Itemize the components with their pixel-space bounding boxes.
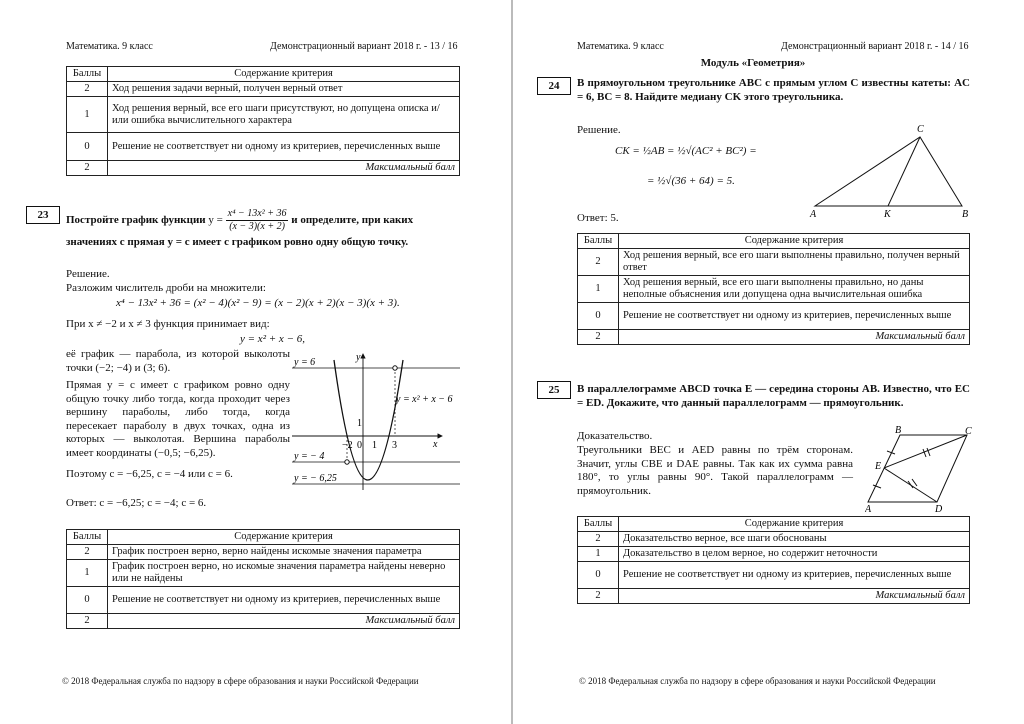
solution-formula: = ½√(36 + 64) = 5. (647, 175, 735, 187)
solution-formula: CK = ½AB = ½√(AC² + BC²) = (615, 145, 757, 157)
solution-label: Решение. (577, 124, 621, 136)
task-number-24: 24 (537, 77, 571, 95)
solution-label: Решение. (66, 268, 110, 280)
criteria-table-24 (577, 233, 970, 345)
table-row: 2 Доказательство верное, все шаги обоснованы (578, 532, 970, 547)
solution-line: Разложим числитель дроби на множители: (66, 282, 266, 294)
table-header-row: Баллы Содержание критерия (67, 67, 460, 82)
table-header-row: Баллы Содержание критерия (67, 530, 460, 545)
criteria-table-25 (577, 516, 970, 604)
label-axis-x: x (433, 439, 438, 450)
criteria-table-22 (66, 66, 460, 176)
svg-text:B: B (895, 425, 902, 436)
svg-text:E: E (875, 461, 882, 472)
label-axis-y: y (356, 352, 361, 363)
svg-text:A: A (865, 504, 872, 513)
table-row: 2 Ход решения верный, все его шаги выполнены правильно, получен верный ответ (578, 249, 970, 276)
task25-prompt: В параллелограмме ABCD точка E — середина стороны AB. Известно, что EC = ED. Докажите, что данный параллелограмм — прямоугольник. (577, 383, 970, 409)
svg-text:K: K (884, 209, 891, 220)
solution-paragraph: её график — парабола, из которой выколоты точки (−2; −4) и (3; 6). (66, 348, 290, 374)
proof-text: Треугольники BEC и AED равны по трём сторонам. Значит, углы CBE и DAE равны. Так как их сумма равна 180°, то углы равны 90°. Такой параллелограмм — прямоугольник. (577, 444, 853, 497)
answer: Ответ: 5. (577, 212, 619, 224)
table-header-row: Баллы Содержание критерия (578, 517, 970, 532)
answer: Ответ: c = −6,25; c = −4; c = 6. (66, 497, 207, 509)
table-row: 0 Решение не соответствует ни одному из критериев, перечисленных выше (578, 303, 970, 330)
tick-label: 1 (357, 418, 362, 429)
table-row: 2 Ход решения задачи верный, получен верный ответ (67, 82, 460, 97)
table-row: 0 Решение не соответствует ни одному из критериев, перечисленных выше (67, 133, 460, 161)
page-14 (513, 0, 1024, 724)
table-row: 1 Ход решения верный, все его шаги выполнены правильно, но даны неполные объяснения или допущена одна вычислительная ошибка (578, 276, 970, 303)
footer-copyright: © 2018 Федеральная служба по надзору в сфере образования и науки Российской Федерации (579, 676, 936, 686)
table-row: 1 График построен верно, но искомые значения параметра найдены неверно или не найдены (67, 560, 460, 587)
header-variant: Демонстрационный вариант 2018 г. - 13 / 16 (270, 41, 458, 52)
footer-copyright: © 2018 Федеральная служба по надзору в сфере образования и науки Российской Федерации (62, 676, 419, 686)
criteria-table-23 (66, 529, 460, 629)
tick-label: 1 (372, 440, 377, 451)
label-y-minus4: y = − 4 (294, 451, 325, 462)
triangle-abc (815, 137, 962, 206)
svg-text:C: C (917, 124, 924, 135)
table-row: 2 Максимальный балл (67, 614, 460, 629)
table-row: 0 Решение не соответствует ни одному из критериев, перечисленных выше (67, 587, 460, 614)
table-row: 2 Максимальный балл (578, 589, 970, 604)
solution-line: При x ≠ −2 и x ≠ 3 функция принимает вид: (66, 318, 270, 330)
label-curve: y = x² + x − 6 (396, 394, 453, 405)
punctured-point (393, 366, 397, 370)
module-title: Модуль «Геометрия» (700, 57, 806, 69)
table-row: 1 Ход решения верный, все его шаги присутствуют, но допущена описка и/или ошибка вычислительного характера (67, 97, 460, 133)
parallelogram-abcd (868, 435, 967, 502)
tick-label: 0 (357, 440, 362, 451)
solution-formula: x⁴ − 13x² + 36 = (x² − 4)(x² − 9) = (x − 2)(x + 2)(x − 3)(x + 3). (116, 297, 400, 309)
header-subject: Математика. 9 класс (577, 41, 664, 52)
task24-prompt: В прямоугольном треугольнике ABC с прямым углом C известны катеты: AC = 6, BC = 8. Найдите медиану CK этого треугольника. (577, 77, 970, 103)
svg-text:B: B (962, 209, 969, 220)
task23-prompt-cont: значениях c прямая y = c имеет с графиком ровно одну общую точку. (66, 236, 409, 248)
svg-text:C: C (965, 426, 972, 437)
parallelogram-figure (865, 425, 975, 513)
table-row: 2 Максимальный балл (67, 161, 460, 176)
task23-prompt: Постройте график функции y = $\frac{\text{x⁴ − 13x² + 36}}{(x - 3)(x + 2)}$ и определите, при каких (66, 208, 414, 232)
solution-paragraph: Прямая y = c имеет с графиком ровно одну общую точку либо тогда, когда проходит через вершину параболы, либо тогда, когда пересекает параболу в двух точках, одна из которых — выколотая. Вершина параболы имеет координаты (−0,5; −6,25). (66, 379, 290, 459)
solution-paragraph: Поэтому c = −6,25, c = −4 или c = 6. (66, 468, 233, 480)
page-13 (0, 0, 511, 724)
table-row: 2 Максимальный балл (578, 330, 970, 345)
triangle-figure (805, 120, 975, 220)
function-fraction: $\frac{\text{x⁴ − 13x² + 36}}{(x - 3)(x + 2)}$ (227, 208, 287, 232)
parabola-graph (292, 350, 460, 490)
table-row: 2 График построен верно, верно найдены искомые значения параметра (67, 545, 460, 560)
task-number-23: 23 (26, 206, 60, 224)
table-row: 0 Решение не соответствует ни одному из критериев, перечисленных выше (578, 562, 970, 589)
table-row: 1 Доказательство в целом верное, но содержит неточности (578, 547, 970, 562)
table-header-row: Баллы Содержание критерия (578, 234, 970, 249)
punctured-point (345, 460, 349, 464)
label-y-minus625: y = − 6,25 (294, 473, 337, 484)
label-y6: y = 6 (294, 357, 316, 368)
tick-label: −2 (342, 440, 353, 451)
proof-label: Доказательство. (577, 430, 653, 442)
svg-text:A: A (810, 209, 817, 220)
solution-formula: y = x² + x − 6, (240, 333, 305, 345)
task-number-25: 25 (537, 381, 571, 399)
header-subject: Математика. 9 класс (66, 41, 153, 52)
tick-label: 3 (392, 440, 397, 451)
header-variant: Демонстрационный вариант 2018 г. - 14 / 16 (781, 41, 969, 52)
svg-text:D: D (935, 504, 943, 513)
